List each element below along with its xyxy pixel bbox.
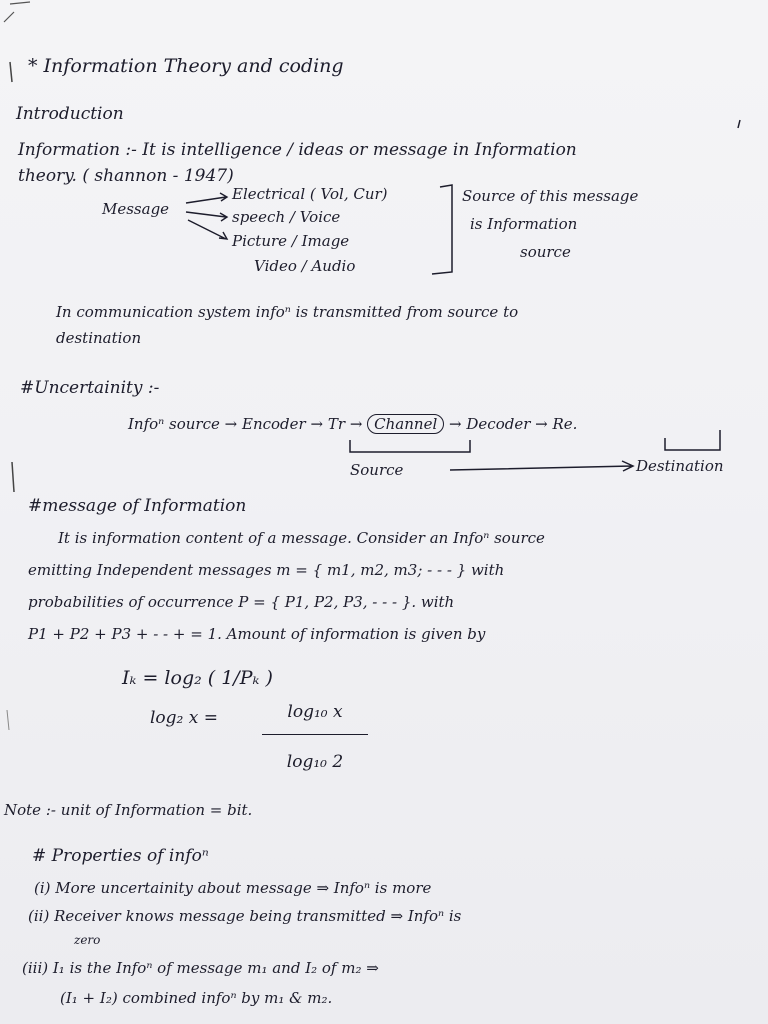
source-note-line-1: Source of this message xyxy=(462,187,639,205)
formula-log-lhs: log₂ x = xyxy=(150,708,219,728)
message-info-line-4: P1 + P2 + P3 + - - + = 1. Amount of information is given by xyxy=(28,625,486,643)
intro-heading: Introduction xyxy=(16,104,124,124)
message-type-3: Picture / Image xyxy=(232,232,350,250)
formula-log-numerator: log₁₀ x xyxy=(287,702,343,722)
source-note-line-3: source xyxy=(520,243,571,261)
property-1: (i) More uncertainity about message ⇒ Infoⁿ is more xyxy=(34,879,432,897)
chain-arrow-icon: → xyxy=(535,415,548,433)
properties-heading: # Properties of infoⁿ xyxy=(32,846,209,866)
fraction-bar xyxy=(262,734,368,735)
uncertainty-heading: #Uncertainity :- xyxy=(20,378,160,398)
chain-transmitter: Tr xyxy=(327,415,346,433)
property-2-continued: zero xyxy=(74,933,101,947)
formula-ik: Iₖ = log₂ ( 1/Pₖ ) xyxy=(122,667,273,689)
property-3: (iii) I₁ is the Infoⁿ of message m₁ and I₂ of m₂ ⇒ xyxy=(22,959,379,977)
unit-note: Note :- unit of Information = bit. xyxy=(4,801,253,819)
chain-channel: Channel xyxy=(367,414,444,434)
message-of-information-heading: #message of Information xyxy=(28,496,247,516)
chain-encoder: Encoder xyxy=(242,415,306,433)
message-info-line-2: emitting Independent messages m = { m1, m2, m3; - - - } with xyxy=(28,561,505,579)
property-3-continued: (I₁ + I₂) combined infoⁿ by m₁ & m₂. xyxy=(60,989,333,1007)
information-definition-line-1: Information :- It is intelligence / ideas or message in Information xyxy=(18,140,577,160)
message-info-line-1: It is information content of a message. Consider an Infoⁿ source xyxy=(58,529,545,547)
chain-arrow-icon: → xyxy=(224,415,238,433)
comm-chain xyxy=(128,414,577,434)
message-type-2: speech / Voice xyxy=(232,208,341,226)
chain-decoder: Decoder xyxy=(466,415,531,433)
formula-log-denominator: log₁₀ 2 xyxy=(286,752,344,772)
source-note-line-2: is Information xyxy=(470,215,578,233)
destination-label: Destination xyxy=(636,457,724,475)
property-2: (ii) Receiver knows message being transmitted ⇒ Infoⁿ is xyxy=(28,907,462,925)
chain-arrow-icon: → xyxy=(349,415,363,433)
chain-arrow-icon: → xyxy=(449,415,462,433)
communication-line-1: In communication system infoⁿ is transmitted from source to xyxy=(56,303,519,321)
message-info-line-3: probabilities of occurrence P = { P1, P2, P3, - - - }. with xyxy=(28,593,455,611)
message-label: Message xyxy=(102,200,170,218)
message-type-1: Electrical ( Vol, Cur) xyxy=(232,185,388,203)
source-label: Source xyxy=(350,461,404,479)
message-type-4: Video / Audio xyxy=(254,257,356,275)
page-title: * Information Theory and coding xyxy=(28,55,344,77)
chain-receiver: Re. xyxy=(552,415,578,433)
information-definition-line-2: theory. ( shannon - 1947) xyxy=(18,166,234,186)
chain-info-source: Infoⁿ source xyxy=(128,415,220,433)
communication-line-2: destination xyxy=(56,329,142,347)
chain-arrow-icon: → xyxy=(310,415,324,433)
